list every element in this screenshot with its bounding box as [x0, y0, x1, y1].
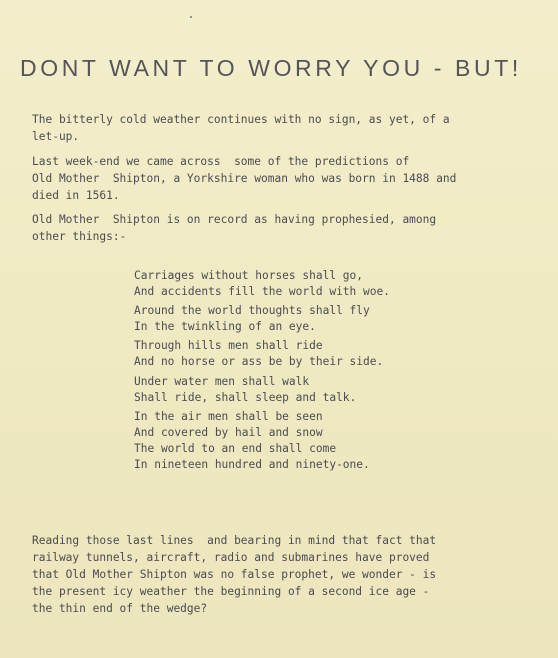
verse-stanza-3: Through hills men shall ride And no horse or ass be by their side.	[134, 339, 384, 368]
verse-stanza-1: Carriages without horses shall go, And accidents fill the world with woe.	[134, 269, 390, 298]
page-headline: DONT WANT TO WORRY YOU - BUT!	[20, 55, 522, 82]
paragraph-closing: Reading those last lines and bearing in mind that fact that railway tunnels, aircraft, radio and submarines have proved that Old Mother Shipton was no false prophet, we wonder - is the present icy weather the beginning of a second ice age - the thin end of the wedge?	[32, 534, 437, 615]
verse-stanza-4: Under water men shall walk Shall ride, shall sleep and talk.	[134, 375, 357, 404]
verse-stanza-2: Around the world thoughts shall fly In the twinkling of an eye.	[134, 304, 370, 333]
paragraph-prophecies-intro: Old Mother Shipton is on record as having prophesied, among other things:-	[32, 213, 437, 243]
verse-stanza-5: In the air men shall be seen And covered by hail and snow The world to an end shall come In nineteen hundred and ninety-one.	[134, 410, 370, 471]
paragraph-shipton-intro: Last week-end we came across some of the predictions of Old Mother Shipton, a Yorkshire woman who was born in 1488 and died in 1561.	[32, 155, 457, 202]
paragraph-weather: The bitterly cold weather continues with no sign, as yet, of a let-up.	[32, 113, 450, 143]
paper-speck	[190, 16, 192, 18]
